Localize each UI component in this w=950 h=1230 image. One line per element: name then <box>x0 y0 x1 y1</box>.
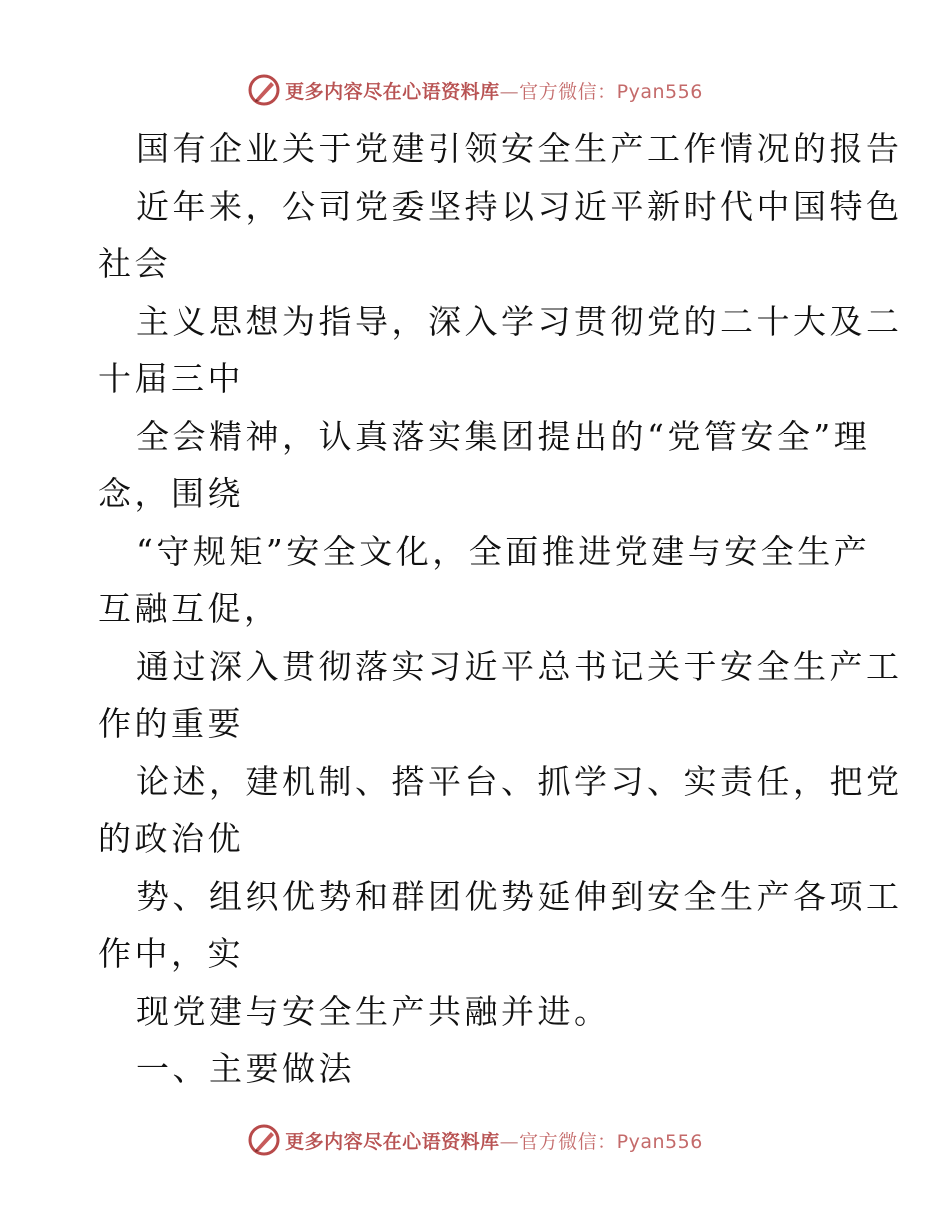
paragraph-line: 念，围绕 <box>98 474 244 513</box>
pen-logo-icon <box>247 73 281 107</box>
header-banner <box>0 70 950 110</box>
paragraph-line: 全会精神，认真落实集团提出的“党管安全”理 <box>136 416 871 456</box>
paragraph-line: 十届三中 <box>98 359 244 398</box>
banner-separator: — <box>499 80 520 103</box>
paragraph-line: 的政治优 <box>98 819 244 858</box>
paragraph-line: 势、组织优势和群团优势延伸到安全生产各项工 <box>136 876 903 916</box>
paragraph-line: 通过深入贯彻落实习近平总书记关于安全生产工 <box>136 646 903 686</box>
paragraph-line: 论述，建机制、搭平台、抓学习、实责任，把党 <box>136 761 903 801</box>
paragraph-line: 作的重要 <box>98 704 244 743</box>
paragraph-line: 互融互促， <box>98 589 281 628</box>
pen-logo-icon <box>247 1123 281 1157</box>
banner-wechat: 官方微信：Pyan556 <box>519 80 703 103</box>
banner-caption <box>285 77 703 104</box>
paragraph-line: “守规矩”安全文化，全面推进党建与安全生产 <box>136 531 871 571</box>
banner-caption <box>285 1127 703 1154</box>
banner-brand: 更多内容尽在心语资料库 <box>285 1130 500 1153</box>
banner-separator: — <box>499 1130 520 1153</box>
footer-banner <box>0 1120 950 1160</box>
banner-wechat: 官方微信：Pyan556 <box>519 1130 703 1153</box>
paragraph-line: 近年来，公司党委坚持以习近平新时代中国特色 <box>136 186 903 226</box>
document-body <box>98 120 903 1098</box>
paragraph-line: 作中，实 <box>98 934 244 973</box>
paragraph-line: 社会 <box>98 244 171 283</box>
banner-brand: 更多内容尽在心语资料库 <box>285 80 500 103</box>
section-heading: 一、主要做法 <box>136 1049 355 1088</box>
document-title: 国有企业关于党建引领安全生产工作情况的报告 <box>136 129 903 168</box>
paragraph-line: 现党建与安全生产共融并进。 <box>136 991 611 1031</box>
paragraph-line: 主义思想为指导，深入学习贯彻党的二十大及二 <box>136 301 903 341</box>
